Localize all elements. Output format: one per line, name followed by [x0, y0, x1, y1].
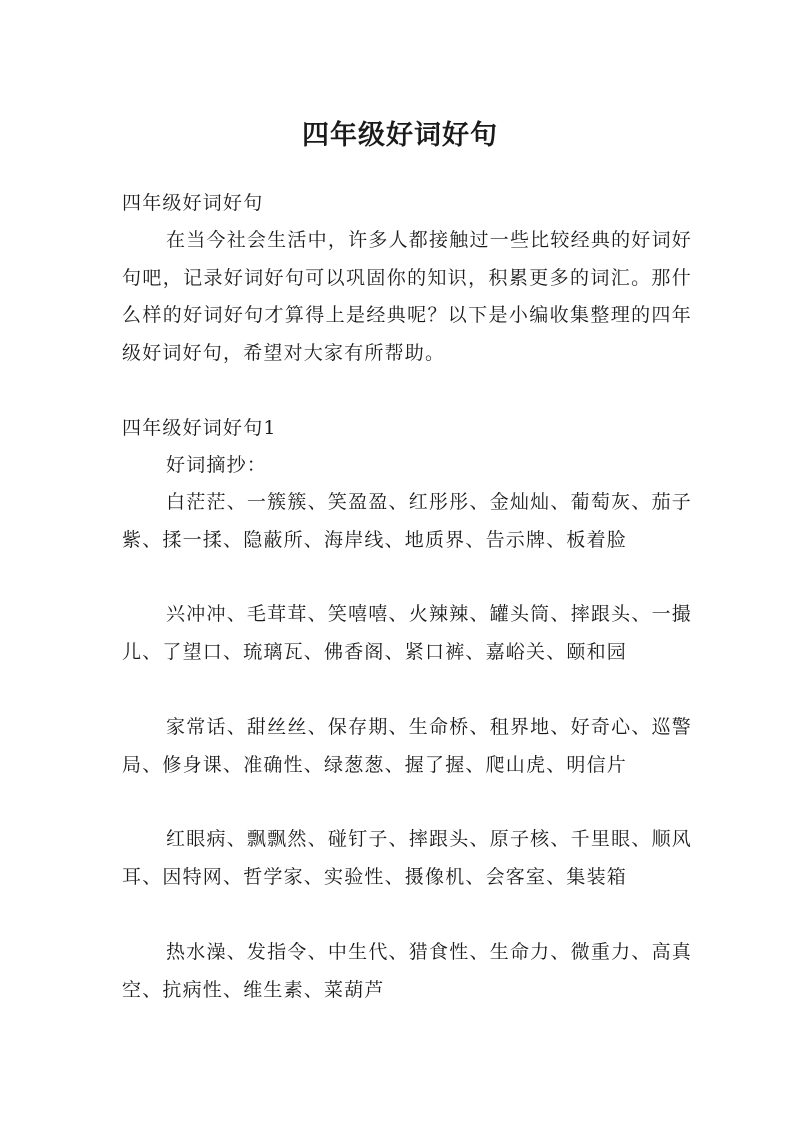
intro-paragraph: 在当今社会生活中，许多人都接触过一些比较经典的好词好句吧，记录好词好句可以巩固你的知识，积累更多的词汇。那什么样的好词好句才算得上是经典呢？以下是小编收集整理的四年级好词好句，希望对大家有所帮助。: [122, 229, 692, 364]
word-list-paragraph: 家常话、甜丝丝、保存期、生命桥、租界地、好奇心、巡警局、修身课、准确性、绿葱葱、握了握、爬山虎、明信片: [122, 716, 692, 776]
word-list-paragraph: 红眼病、飘飘然、碰钉子、摔跟头、原子核、千里眼、顺风耳、因特网、哲学家、实验性、摄像机、会客室、集装箱: [122, 828, 692, 888]
word-list-paragraph: 兴冲冲、毛茸茸、笑嘻嘻、火辣辣、罐头筒、摔跟头、一撮儿、了望口、琉璃瓦、佛香阁、紧口裤、嘉峪关、颐和园: [122, 603, 692, 663]
subsection-heading: 好词摘抄：: [166, 454, 268, 476]
document-title: 四年级好词好句: [302, 120, 498, 152]
word-list-paragraph: 白茫茫、一簇簇、笑盈盈、红彤彤、金灿灿、葡萄灰、茄子紫、揉一揉、隐蔽所、海岸线、地质界、告示牌、板着脸: [122, 491, 692, 551]
section-heading: 四年级好词好句1: [122, 417, 277, 439]
word-list-paragraph: 热水澡、发指令、中生代、猎食性、生命力、微重力、高真空、抗病性、维生素、菜葫芦: [122, 941, 692, 1001]
intro-heading: 四年级好词好句: [122, 192, 264, 214]
